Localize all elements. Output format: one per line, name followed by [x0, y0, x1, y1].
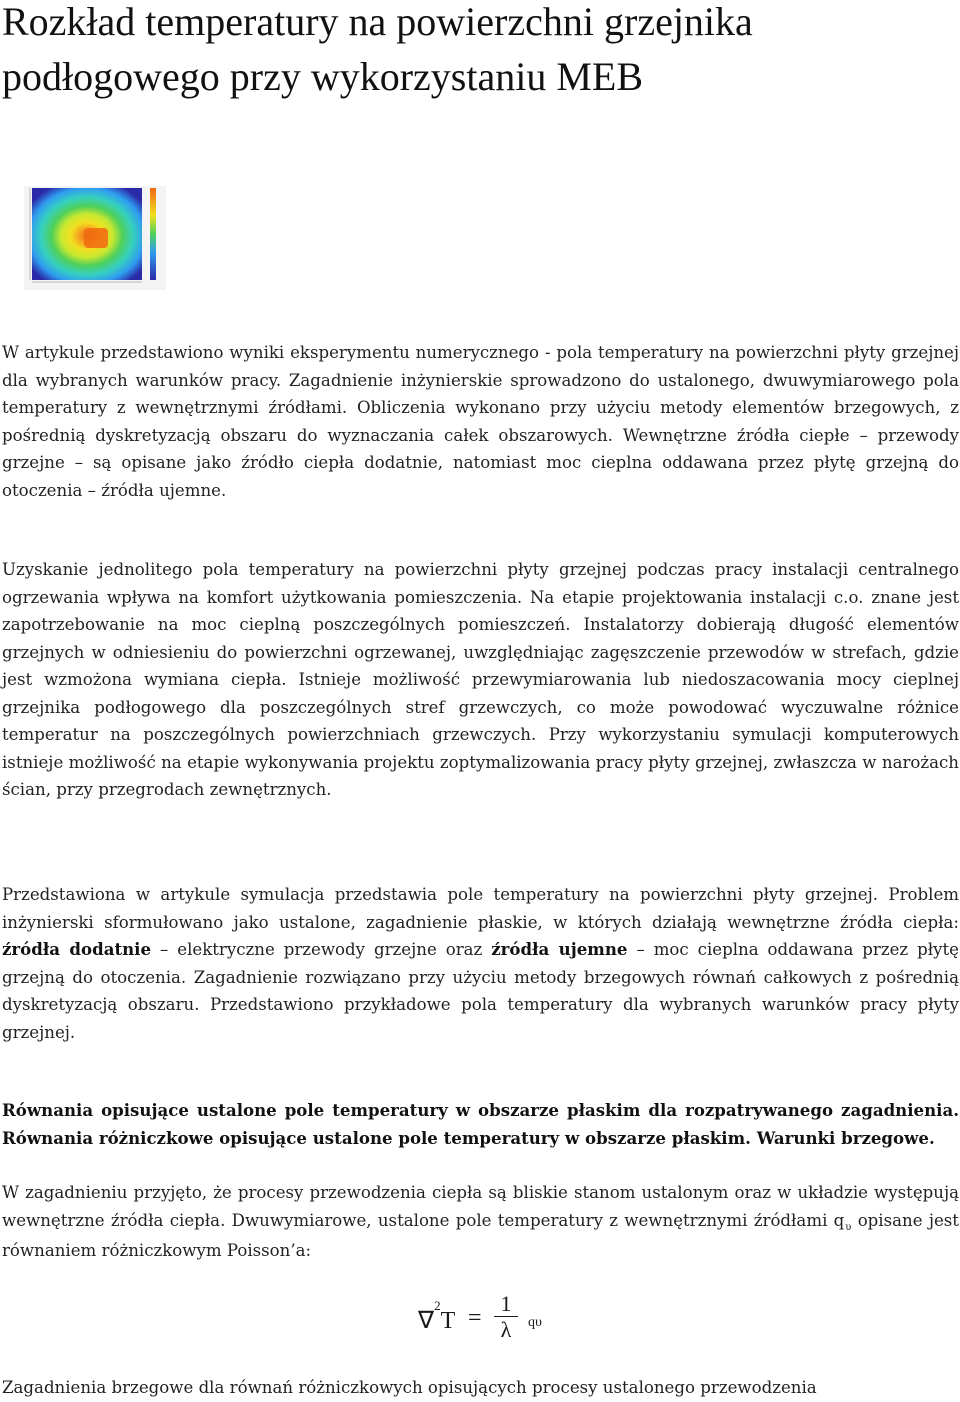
poisson-equation [418, 1291, 548, 1344]
fraction-numerator: 1 [500, 1291, 512, 1316]
equation-equals: = [468, 1305, 482, 1331]
paragraph-simulation [2, 881, 959, 1046]
paragraph-assumptions [2, 1179, 959, 1265]
fraction-denominator: λ [500, 1317, 512, 1342]
p3-bold-positive-sources: źródła dodatnie [2, 939, 152, 959]
nabla-power: 2 [434, 1298, 441, 1313]
paragraph-motivation: Uzyskanie jednolitego pola temperatury na powierzchni płyty grzejnej podczas pracy instalacji centralnego ogrzewania wpływa na komfort użytkowania pomieszczenia. Na etapie projektowania instalacji c.o. znane jest zapotrzebowanie na moc cieplną poszczególnych pomieszczeń. Instalatorzy dobierają długość elementów grzejnych w odniesieniu do powierzchni ogrzewanej, uwzględniając zagęszczenie przewodów w strefach, gdzie jest wzmożona wymiana ciepła. Istnieje możliwość przewymiarowania lub niedoszacowania mocy cieplnej grzejnika podłogowego dla poszczególnych stref grzewczych, co może powodować wyczuwalne różnice temperatur na poszczególnych powierzchniach grzewczych. Przy wykorzystaniu symulacji komputerowych istnieje możliwość na etapie wykonywania projektu zoptymalizowania pracy płyty grzejnej, zwłaszcza w narożach ścian, przy przegrodach zewnętrznych. [2, 560, 959, 799]
p3-text-3: – moc cieplna oddawana przez płytę grzejną do otoczenia. Zagadnienie rozwiązano przy użyciu metody brzegowych równań całkowych z pośrednią dyskretyzacją obszaru. Przedstawiono przykładowe pola temperatury dla wybranych warunków pracy płyty grzejnej. [2, 940, 959, 1042]
source-subscript: υ [535, 1315, 542, 1330]
paragraph-intro: W artykule przedstawiono wyniki eksperymentu numerycznego - pola temperatury na powierzchni płyty grzejnej dla wybranych warunków pracy. Zagadnienie inżynierskie sprowadzono do ustalonego, dwuwymiarowego pola temperatury z wewnętrznymi źródłami. Obliczenia wykonano przy użyciu metody elementów brzegowych, z pośrednią dyskretyzacją obszaru do wyznaczania całek obszarowych. Wewnętrzne źródła ciepłe – przewody grzejne – są opisane jako źródło ciepła dodatnie, natomiast moc cieplna oddawana przez płytę grzejną do otoczenia – źródła ujemne. [2, 343, 959, 500]
p3-bold-negative-sources: źródła ujemne [491, 939, 628, 959]
section-heading: Równania opisujące ustalone pole temperatury w obszarze płaskim dla rozpatrywanego zagadnienia. Równania różniczkowe opisujące ustalone pole temperatury w obszarze płaskim. Warunki brzegowe. [2, 1100, 959, 1148]
p3-text-1: Przedstawiona w artykule symulacja przedstawia pole temperatury na powierzchni płyty grzejnej. Problem inżynierski sformułowano jako ustalone, zagadnienie płaskie, w których działają wewnętrzne źródła ciepła: [2, 885, 959, 932]
equation-lhs [418, 1298, 456, 1335]
equation-source-term [528, 1306, 542, 1333]
article-title: Rozkład temperatury na powierzchni grzejnika podłogowego przy wykorzystaniu MEB [2, 0, 753, 99]
p4-subscript: υ [845, 1221, 852, 1233]
p4-text: W zagadnieniu przyjęto, że procesy przewodzenia ciepła są bliskie stanom ustalonym oraz w układzie występują wewnętrzne źródła ciepła. Dwuwymiarowe, ustalone pole temperatury z wewnętrznymi źródłami q [2, 1183, 959, 1230]
equation-fraction [488, 1292, 524, 1343]
nabla-symbol: ∇ [418, 1308, 435, 1334]
source-symbol: q [528, 1315, 535, 1330]
p3-text-2: – elektryczne przewody grzejne oraz [151, 940, 492, 959]
equation-variable: T [440, 1308, 456, 1334]
p4-text-end: opisane jest równaniem różniczkowym Poisson’a: [2, 1210, 959, 1260]
temperature-field-thumbnail [24, 186, 166, 290]
paragraph-boundary-conditions: Zagadnienia brzegowe dla równań różniczkowych opisujących procesy ustalonego przewodzenia [2, 1378, 817, 1397]
